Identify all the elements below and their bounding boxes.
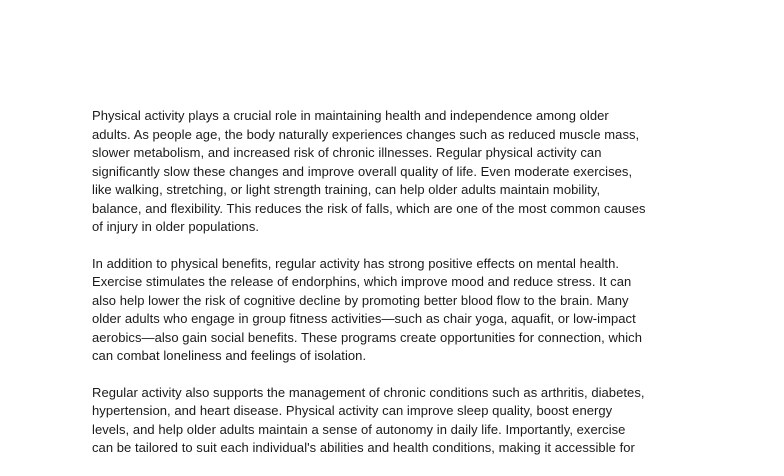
text-line: slower metabolism, and increased risk of chronic illnesses. Regular physical activity can — [92, 145, 602, 160]
text-line: In addition to physical benefits, regular activity has strong positive effects on mental health. — [92, 255, 620, 271]
paragraph-2 — [92, 255, 692, 366]
text-line: also help lower the risk of cognitive decline by promoting better blood flow to the brain. Many — [92, 292, 629, 308]
text-line: levels, and help older adults maintain a sense of autonomy in daily life. Importantly, exercise — [92, 421, 626, 437]
text-line: adults. As people age, the body naturally experiences changes such as reduced muscle mass, — [92, 126, 640, 142]
text-line: Physical activity plays a crucial role in maintaining health and independence among older — [92, 108, 609, 123]
text-line: significantly slow these changes and improve overall quality of life. Even moderate exercises, — [92, 163, 633, 179]
paragraph-1 — [92, 107, 692, 237]
text-line: aerobics—also gain social benefits. These programs create opportunities for connection, which — [92, 329, 642, 345]
text-line: Regular activity also supports the management of chronic conditions such as arthritis, diabetes, — [92, 384, 645, 400]
text-line: like walking, stretching, or light strength training, can help older adults maintain mobility, — [92, 182, 601, 197]
text-line: can be tailored to suit each individual's abilities and health conditions, making it accessible for — [92, 440, 635, 455]
text-line: older adults who engage in group fitness activities—such as chair yoga, aquafit, or low-impact — [92, 311, 636, 326]
text-line: can combat loneliness and feelings of isolation. — [92, 348, 367, 363]
document-body — [92, 107, 692, 476]
text-line: balance, and flexibility. This reduces the risk of falls, which are one of the most common causes — [92, 200, 646, 216]
text-line: Exercise stimulates the release of endorphins, which improve mood and reduce stress. It can — [92, 274, 632, 289]
paragraph-3 — [92, 384, 692, 458]
text-line: of injury in older populations. — [92, 219, 260, 234]
text-line: hypertension, and heart disease. Physical activity can improve sleep quality, boost energy — [92, 403, 613, 418]
